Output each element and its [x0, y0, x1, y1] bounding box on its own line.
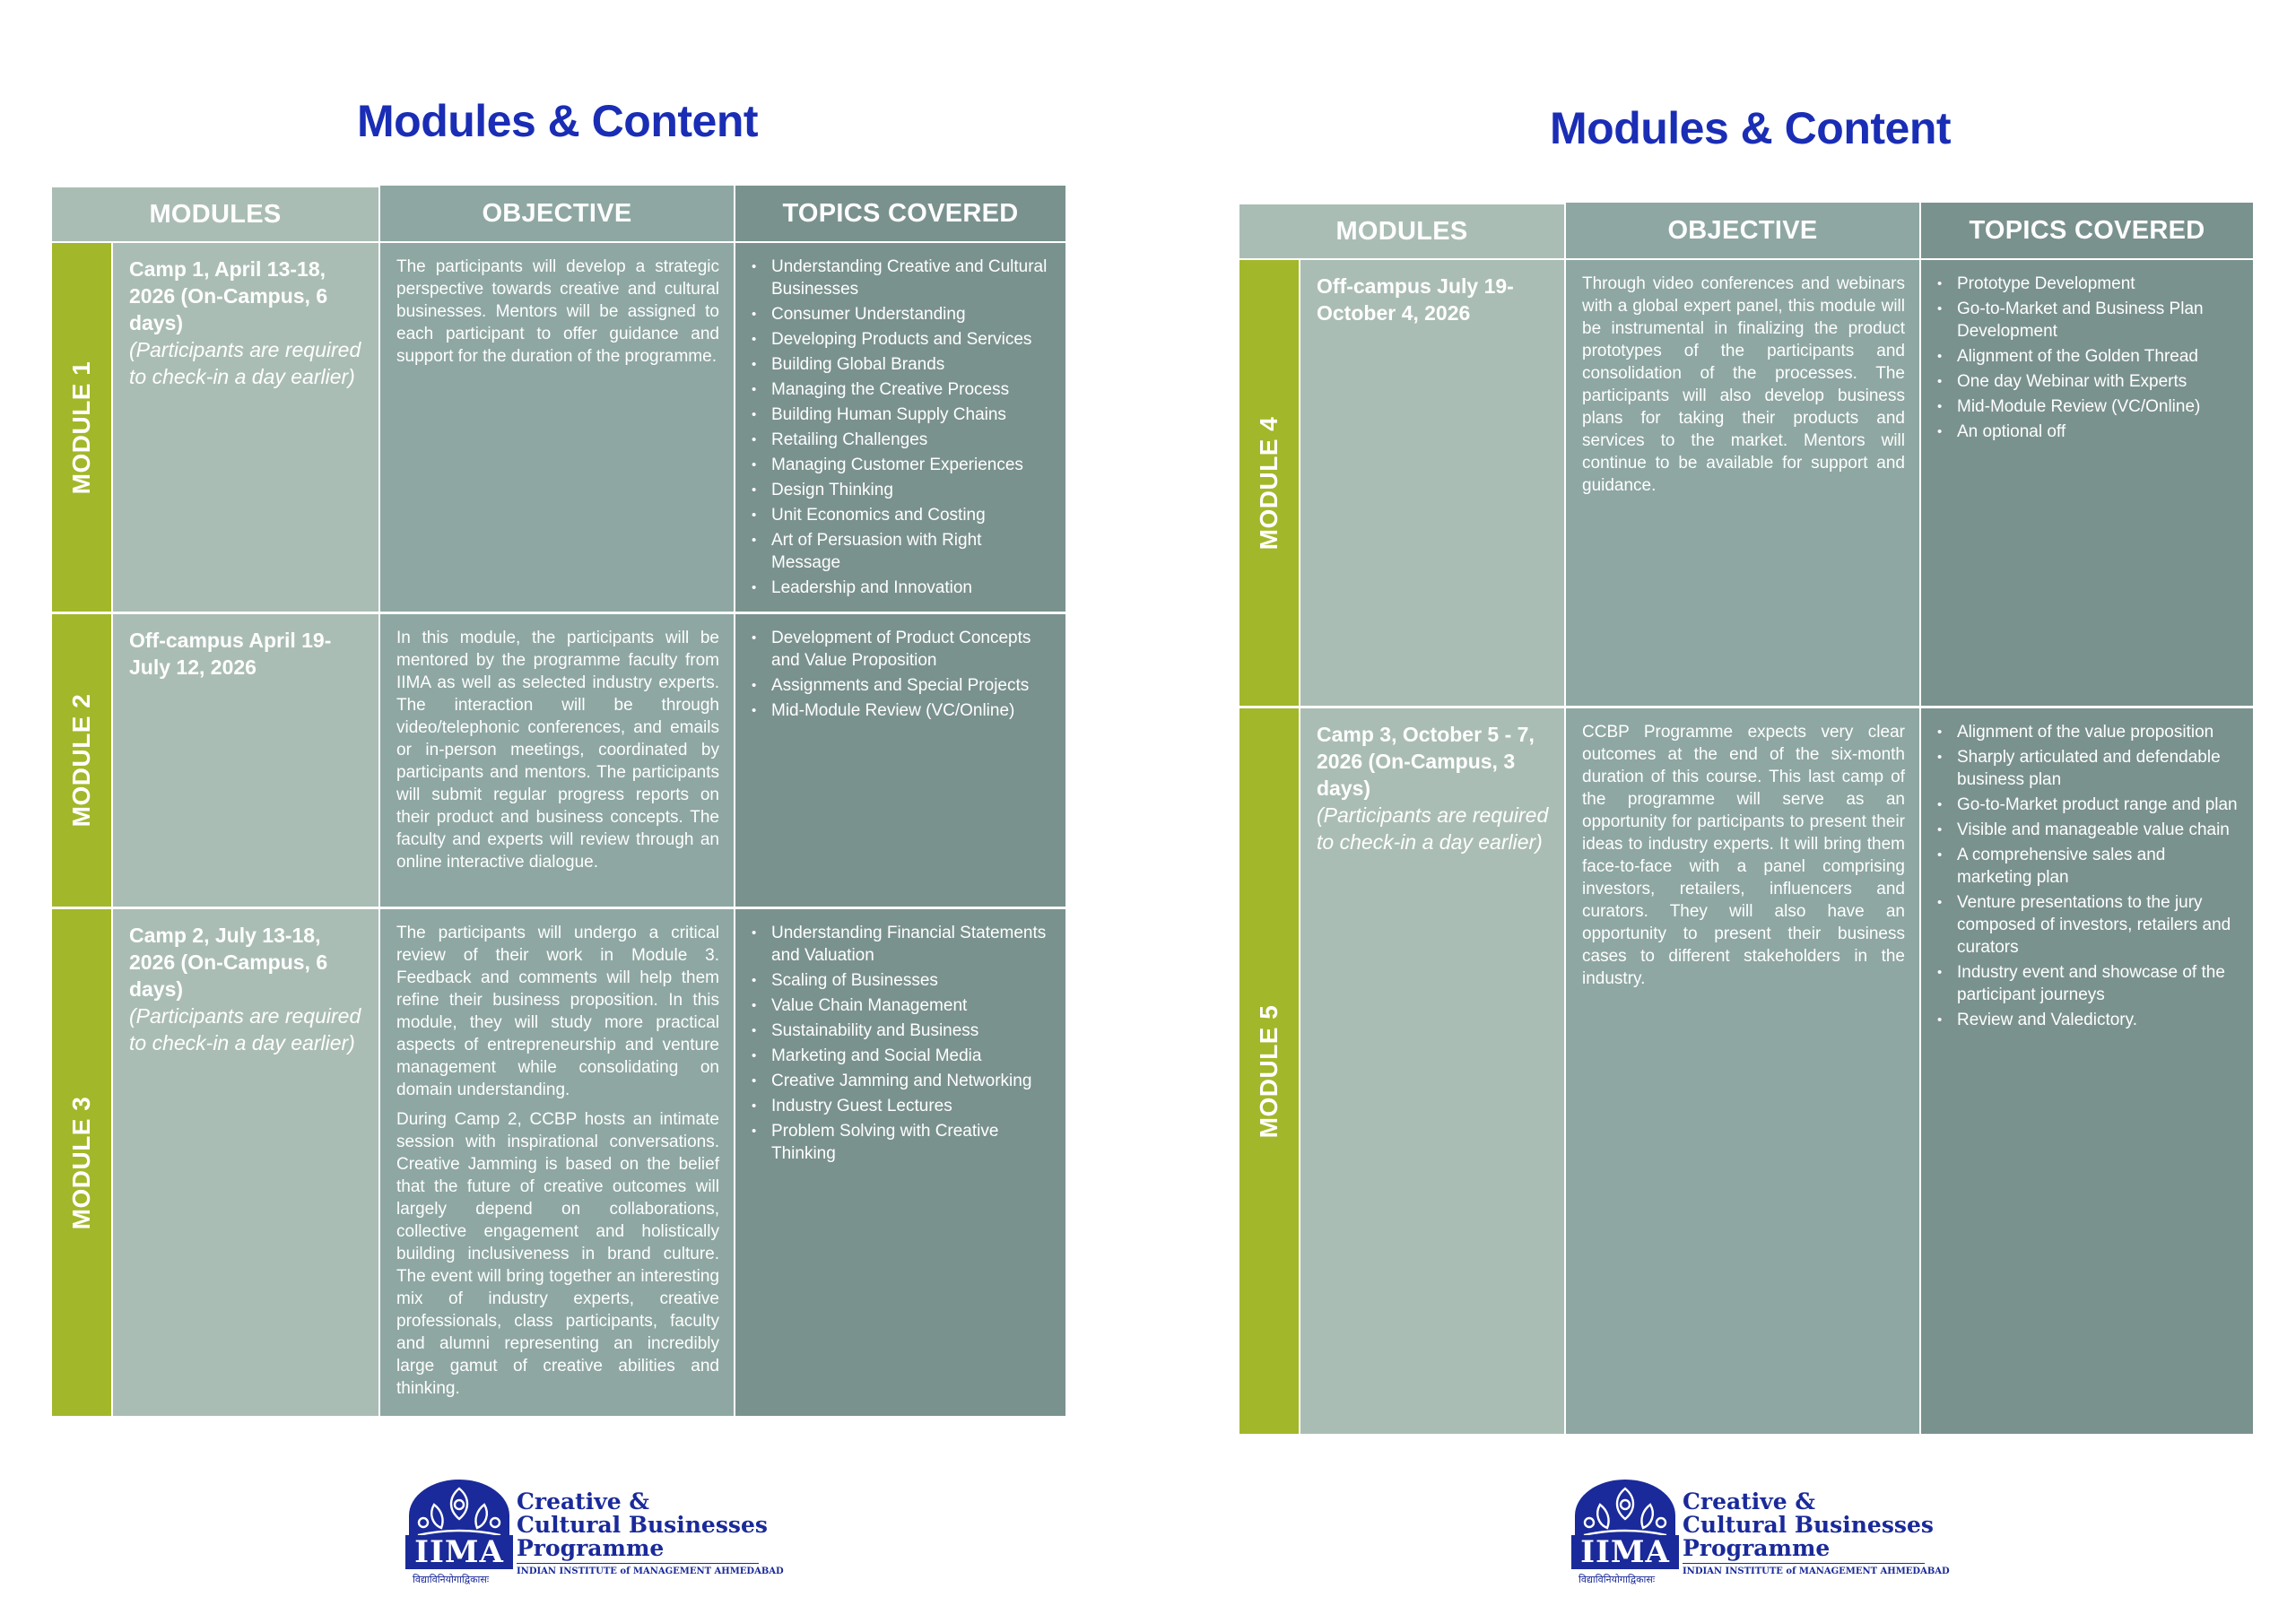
list-item: • An optional off: [1934, 421, 2242, 443]
objective-cell: [380, 243, 734, 612]
module-row: [52, 243, 1065, 612]
list-item: • Value Chain Management: [748, 994, 1055, 1017]
list-item: • Go-to-Market product range and plan: [1934, 794, 2242, 816]
module-row: [1239, 260, 2253, 706]
objective-cell: [1566, 708, 1919, 1434]
header-objective: OBJECTIVE: [380, 186, 734, 241]
module-label: MODULE 1: [52, 243, 111, 612]
list-item: • Mid-Module Review (VC/Online): [1934, 395, 2242, 418]
institute-name: INDIAN INSTITUTE of MANAGEMENT AHMEDABAD: [1683, 1567, 1950, 1576]
camp-title: Camp 3, October 5 - 7, 2026 (On-Campus, 3 days): [1317, 723, 1535, 800]
list-item: • Review and Valedictory.: [1934, 1009, 2242, 1031]
topics-cell: [735, 243, 1065, 612]
iima-emblem-icon: [405, 1480, 513, 1539]
list-item: • Building Human Supply Chains: [748, 404, 1055, 426]
list-item: • A comprehensive sales and marketing plan: [1934, 844, 2242, 889]
list-item: • Retailing Challenges: [748, 429, 1055, 451]
list-item: • Scaling of Businesses: [748, 969, 1055, 992]
logo-rule: [1683, 1563, 1925, 1564]
logo-rule: [517, 1563, 759, 1564]
camp-title: Off-campus July 19-October 4, 2026: [1317, 274, 1514, 325]
list-item: • Visible and manageable value chain: [1934, 819, 2242, 841]
topics-list: [735, 909, 1065, 1165]
header-topics: TOPICS COVERED: [735, 186, 1065, 241]
list-item: • Building Global Brands: [748, 353, 1055, 376]
camp-title: Off-campus April 19-July 12, 2026: [129, 629, 332, 679]
topics-cell: [735, 909, 1065, 1416]
iima-ccbp-logo: [1571, 1480, 1950, 1592]
header-topics: TOPICS COVERED: [1921, 203, 2253, 258]
institute-name: INDIAN INSTITUTE of MANAGEMENT AHMEDABAD: [517, 1567, 784, 1576]
list-item: • Industry Guest Lectures: [748, 1095, 1055, 1117]
module-row: [52, 614, 1065, 907]
topics-cell: [1921, 708, 2253, 1434]
programme-name: Creative & Cultural Businesses Programme: [1683, 1488, 1934, 1561]
left-modules-table: [52, 186, 1065, 1416]
module-label: MODULE 5: [1239, 708, 1299, 1434]
objective-cell: [380, 614, 734, 907]
camp-note: (Participants are required to check-in a day earlier): [129, 338, 361, 388]
list-item: • Mid-Module Review (VC/Online): [748, 699, 1055, 722]
module-label: MODULE 3: [52, 909, 111, 1416]
module-schedule-cell: [113, 243, 378, 612]
iima-wordmark: IIMA: [1571, 1535, 1679, 1569]
list-item: • Alignment of the Golden Thread: [1934, 345, 2242, 368]
list-item: • Assignments and Special Projects: [748, 674, 1055, 697]
right-page-title: Modules & Content: [1550, 103, 1952, 153]
topics-cell: [735, 614, 1065, 907]
list-item: • Creative Jamming and Networking: [748, 1070, 1055, 1092]
objective-text: In this module, the participants will be mentored by the programme faculty from IIMA as well as selected industry experts. The interaction will be through video/telephonic conferences, and emails or in-person meetings, coordinated by participants and mentors. The participants will submit regular progress reports on their product and business concepts. The faculty and experts will review through an online interactive dialogue.: [396, 629, 719, 872]
list-item: • Venture presentations to the jury composed of investors, retailers and curators: [1934, 891, 2242, 959]
camp-title: Camp 1, April 13-18, 2026 (On-Campus, 6 days): [129, 257, 328, 334]
programme-name: Creative & Cultural Businesses Programme: [517, 1488, 768, 1561]
header-modules: MODULES: [1239, 204, 1564, 258]
list-item: • Understanding Creative and Cultural Businesses: [748, 256, 1055, 300]
list-item: • One day Webinar with Experts: [1934, 370, 2242, 393]
objective-text: The participants will undergo a critical review of their work in Module 3. Feedback and comments will help them refine their business proposition. In this module, they will study more practical aspects of entrepreneurship and venture management while consolidating on domain understanding.: [396, 924, 719, 1099]
list-item: • Managing Customer Experiences: [748, 454, 1055, 476]
objective-text: CCBP Programme expects very clear outcomes at the end of the six-month duration of this course. This last camp of the programme will serve as an opportunity for participants to present their ideas to industry experts. It will bring them face-to-face with a panel comprising investors, retailers, influencers and curators. They will also have an opportunity to present their business cases to different stakeholders in the industry.: [1582, 723, 1905, 988]
objective-text: The participants will develop a strategic perspective towards creative and cultural businesses. Mentors will be assigned to each participant to offer guidance and support for the duration of the programme.: [396, 257, 719, 366]
module-schedule-cell: [1300, 708, 1564, 1434]
list-item: • Alignment of the value proposition: [1934, 721, 2242, 743]
list-item: • Consumer Understanding: [748, 303, 1055, 325]
header-modules: MODULES: [52, 187, 378, 241]
module-row: [1239, 708, 2253, 1434]
list-item: • Developing Products and Services: [748, 328, 1055, 351]
iima-wordmark: IIMA: [405, 1535, 513, 1569]
module-label: MODULE 2: [52, 614, 111, 907]
topics-list: [1921, 708, 2253, 1031]
module-label: MODULE 4: [1239, 260, 1299, 706]
list-item: • Problem Solving with Creative Thinking: [748, 1120, 1055, 1165]
list-item: • Go-to-Market and Business Plan Development: [1934, 298, 2242, 343]
topics-list: [735, 243, 1065, 599]
list-item: • Understanding Financial Statements and Valuation: [748, 922, 1055, 967]
iima-ccbp-logo: [405, 1480, 784, 1592]
camp-note: (Participants are required to check-in a day earlier): [129, 1004, 361, 1055]
objective-cell: [380, 909, 734, 1416]
module-row: [52, 909, 1065, 1416]
left-page-title: Modules & Content: [357, 96, 759, 146]
camp-note: (Participants are required to check-in a day earlier): [1317, 803, 1549, 854]
list-item: • Art of Persuasion with Right Message: [748, 529, 1055, 574]
logo-motto: विद्याविनियोगाद्विकासः: [413, 1575, 490, 1585]
objective-text: Through video conferences and webinars with a global expert panel, this module will be instrumental in finalizing the product prototypes of the participants and consolidation of the processes. The participants will also develop business plans for taking their products and services to the market. Mentors will continue to be available for support and guidance.: [1582, 274, 1905, 495]
list-item: • Industry event and showcase of the participant journeys: [1934, 961, 2242, 1006]
list-item: • Unit Economics and Costing: [748, 504, 1055, 526]
header-objective: OBJECTIVE: [1566, 203, 1919, 258]
list-item: • Prototype Development: [1934, 273, 2242, 295]
topics-list: [1921, 260, 2253, 443]
objective-text: During Camp 2, CCBP hosts an intimate session with inspirational conversations. Creative Jamming is based on the belief that the future of creative outcomes will largely depend on collaborations, collective engagement and holistically building inclusiveness in brand culture. The event will bring together an interesting mix of industry experts, creative professionals, class participants, faculty and alumni representing an incredibly large gamut of creative abilities and thinking.: [396, 1110, 719, 1398]
right-modules-table: [1239, 203, 2253, 1434]
topics-list: [735, 614, 1065, 722]
module-schedule-cell: [1300, 260, 1564, 706]
topics-cell: [1921, 260, 2253, 706]
logo-motto: विद्याविनियोगाद्विकासः: [1578, 1575, 1656, 1585]
iima-emblem-icon: [1571, 1480, 1679, 1539]
list-item: • Sharply articulated and defendable business plan: [1934, 746, 2242, 791]
camp-title: Camp 2, July 13-18, 2026 (On-Campus, 6 days): [129, 924, 328, 1001]
list-item: • Design Thinking: [748, 479, 1055, 501]
module-schedule-cell: [113, 909, 378, 1416]
list-item: • Sustainability and Business: [748, 1020, 1055, 1042]
list-item: • Managing the Creative Process: [748, 378, 1055, 401]
objective-cell: [1566, 260, 1919, 706]
list-item: • Marketing and Social Media: [748, 1045, 1055, 1067]
module-schedule-cell: [113, 614, 378, 907]
list-item: • Leadership and Innovation: [748, 577, 1055, 599]
list-item: • Development of Product Concepts and Value Proposition: [748, 627, 1055, 672]
